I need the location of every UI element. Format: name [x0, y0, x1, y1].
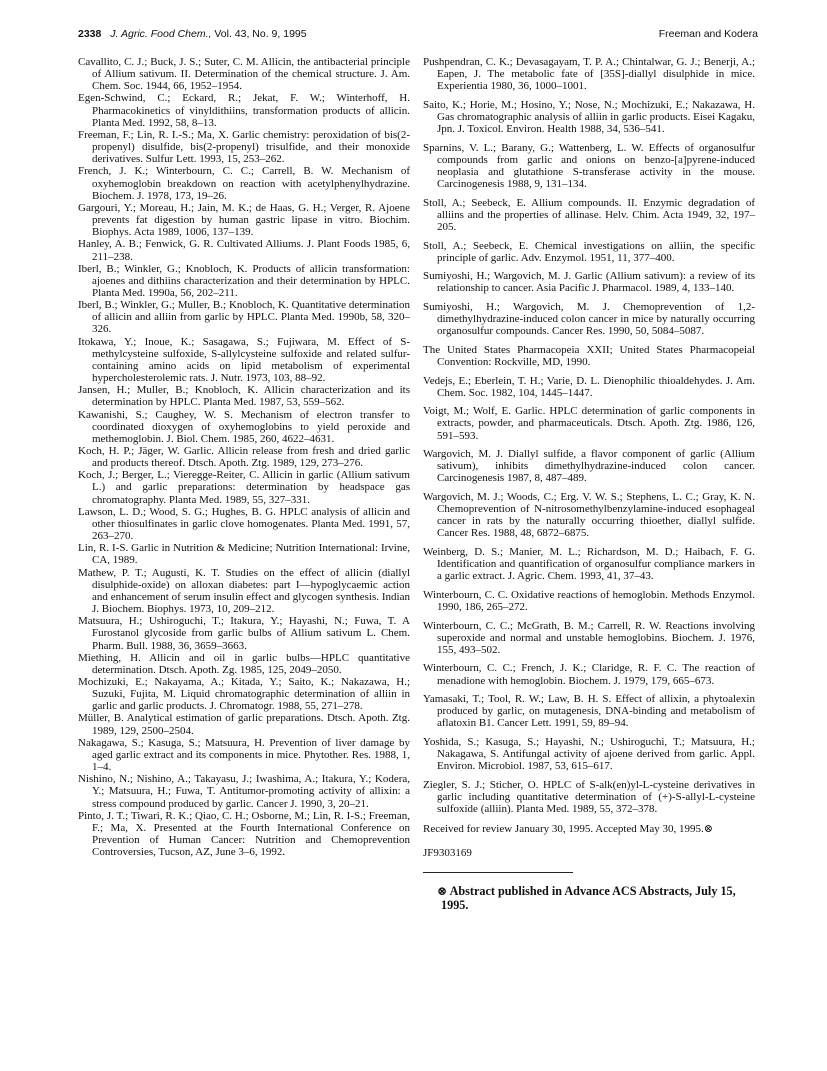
reference-item: Wargovich, M. J.; Woods, C.; Erg. V. W. S.; Stephens, L. C.; Gray, K. N. Chemoprevention of N-nitrosomethylbenzylamine-induced esophageal cancer in rats by the naturally occurring thioether, diallyl sulfide. Cancer Res. 1988, 48, 6872–6875. [423, 490, 755, 540]
reference-item: Gargouri, Y.; Moreau, H.; Jain, M. K.; de Haas, G. H.; Verger, R. Ajoene prevents fat digestion by human gastric lipase in vitro. Biochim. Biophys. Acta 1989, 1006, 137–139. [78, 201, 410, 239]
reference-item: Sumiyoshi, H.; Wargovich, M. J. Garlic (Allium sativum): a review of its relationship to cancer. Asia Pacific J. Pharmacol. 1989, 4, 133–140. [423, 270, 755, 295]
reference-item: Pinto, J. T.; Tiwari, R. K.; Qiao, C. H.; Osborne, M.; Lin, R. I-S.; Freeman, F.; Ma, X. Presented at the Fourth International Conference on Prevention of Human Cancer: Nutrition and Chemoprevention Controversies, Tucson, AZ, June 3–6, 1992. [78, 809, 410, 859]
reference-item: Lin, R. I-S. Garlic in Nutrition & Medicine; Nutrition International: Irvine, CA, 1989. [78, 542, 410, 567]
reference-item: Saito, K.; Horie, M.; Hosino, Y.; Nose, N.; Mochizuki, E.; Nakazawa, H. Gas chromatographic analysis of alliin in garlic products. Eisei Kagaku, Jpn. J. Toxicol. Environ. Health 1988, 34, 536–541. [423, 98, 755, 136]
volume-info: Vol. 43, No. 9, 1995 [214, 28, 307, 40]
reference-item: Cavallito, C. J.; Buck, J. S.; Suter, C. M. Allicin, the antibacterial principle of Allium sativum. II. Determination of the chemical structure. J. Am. Chem. Soc. 1944, 66, 1952–1954. [78, 56, 410, 93]
reference-item: The United States Pharmacopeia XXII; United States Pharmacopeial Convention: Rockville, MD, 1990. [423, 343, 755, 369]
reference-item: Weinberg, D. S.; Manier, M. L.; Richardson, M. D.; Haibach, F. G. Identification and quantification of organosulfur compliance markers in a garlic extract. J. Agric. Chem. 1993, 41, 37–43. [423, 546, 755, 583]
reference-item: Miething, H. Allicin and oil in garlic bulbs—HPLC quantitative determination. Dtsch. Apoth. Zg. 1985, 125, 2049–2050. [78, 651, 410, 676]
reference-item: Winterbourn, C. C.; French, J. K.; Claridge, R. F. C. The reaction of menadione with hemoglobin. Biochem. J. 1979, 179, 665–673. [423, 662, 755, 687]
reference-item: Voigt, M.; Wolf, E. Garlic. HPLC determination of garlic components in extracts, powder, and pharmaceuticals. Dtsch. Apoth. Ztg. 1986, 126, 591–593. [423, 405, 755, 442]
reference-item: Sumiyoshi, H.; Wargovich, M. J. Chemoprevention of 1,2-dimethylhydrazine-induced colon cancer in mice by naturally occurring organosulfur compounds. Cancer Res. 1990, 50, 5084–5087. [423, 301, 755, 338]
manuscript-code: JF9303169 [423, 847, 472, 860]
reference-item: Nakagawa, S.; Kasuga, S.; Matsuura, H. Prevention of liver damage by aged garlic extract and its components in mice. Phytother. Res. 1988, 1, 1–4. [78, 736, 410, 774]
reference-item: French, J. K.; Winterbourn, C. C.; Carrell, B. W. Mechanism of oxyhemoglobin breakdown on reaction with acetylphenylhydrazine. Biochem. J. 1978, 173, 19–26. [78, 165, 410, 202]
page-number: 2338 [78, 28, 102, 40]
reference-item: Jansen, H.; Muller, B.; Knobloch, K. Allicin characterization and its determination by HPLC. Planta Med. 1987, 53, 559–562. [78, 384, 410, 409]
reference-item: Pushpendran, C. K.; Devasagayam, T. P. A.; Chintalwar, G. J.; Benerji, A.; Eapen, J. The metabolic fate of [35S]-diallyl disulphide in mice. Experientia 1980, 36, 1000–1001. [423, 56, 755, 93]
reference-item: Yoshida, S.; Kasuga, S.; Hayashi, N.; Ushiroguchi, T.; Matsuura, H.; Nakagawa, S. Antifungal activity of ajoene derived from garlic. Appl. Environ. Microbiol. 1987, 53, 615–617. [423, 735, 755, 773]
reference-item: Itokawa, Y.; Inoue, K.; Sasagawa, S.; Fujiwara, M. Effect of S-methylcysteine sulfoxide, S-allylcysteine sulfoxide and related sulfur-containing amino acids on lipid metabolism of experimental hypercholesterolemic rats. J. Nutr. 1973, 103, 88–92. [78, 335, 410, 385]
reference-item: Iberl, B.; Winkler, G.; Muller, B.; Knobloch, K. Quantitative determination of allicin and alliin from garlic by HPLC. Planta Med. 1990b, 58, 320–326. [78, 299, 410, 336]
reference-item: Hanley, A. B.; Fenwick, G. R. Cultivated Alliums. J. Plant Foods 1985, 6, 211–238. [78, 238, 410, 263]
reference-item: Stoll, A.; Seebeck, E. Allium compounds. II. Enzymic degradation of alliins and the properties of allinase. Helv. Chim. Acta 1949, 32, 197–205. [423, 196, 755, 234]
reference-item: Yamasaki, T.; Tool, R. W.; Law, B. H. S. Effect of allixin, a phytoalexin produced by garlic, on mutagenesis, DNA-binding and metabolism of aflatoxin B1. Cancer Lett. 1991, 59, 89–94. [423, 693, 755, 730]
reference-item: Sparnins, V. L.; Barany, G.; Wattenberg, L. W. Effects of organosulfur compounds from garlic and onions on benzo-[a]pyrene-induced neoplasia and glutathione S-transferase activity in the mouse. Carcinogenesis 1988, 9, 131–134. [423, 141, 755, 191]
reference-item: Egen-Schwind, C.; Eckard, R.; Jekat, F. W.; Winterhoff, H. Pharmacokinetics of vinyldithiins, transformation products of allicin. Planta Med. 1992, 58, 8–13. [78, 92, 410, 129]
reference-item: Matsuura, H.; Ushiroguchi, T.; Itakura, Y.; Hayashi, N.; Fuwa, T. A Furostanol glycoside from garlic bulbs of Allium sativum L. Chem. Pharm. Bull. 1988, 36, 3659–3663. [78, 615, 410, 652]
reference-item: Koch, H. P.; Jäger, W. Garlic. Allicin release from fresh and dried garlic and products thereof. Dtsch. Apoth. Ztg. 1989, 129, 273–276. [78, 445, 410, 470]
reference-item: Nishino, N.; Nishino, A.; Takayasu, J.; Iwashima, A.; Itakura, Y.; Kodera, Y.; Matsuura, H.; Fuwa, T. Antitumor-promoting activity of allixin: a stress compound produced by garlic. Cancer J. 1990, 3, 20–21. [78, 773, 410, 810]
reference-item: Vedejs, E.; Eberlein, T. H.; Varie, D. L. Dienophilic thioaldehydes. J. Am. Chem. Soc. 1982, 104, 1445–1447. [423, 374, 755, 399]
reference-item: Winterbourn, C. C. Oxidative reactions of hemoglobin. Methods Enzymol. 1990, 186, 265–272. [423, 588, 755, 614]
reference-item: Kawanishi, S.; Caughey, W. S. Mechanism of electron transfer to coordinated dioxygen of oxyhemoglobins to yield peroxide and methemoglobin. J. Biol. Chem. 1985, 260, 4622–4631. [78, 408, 410, 445]
references-left-column [78, 56, 410, 858]
reference-item: Mochizuki, E.; Nakayama, A.; Kitada, Y.; Saito, K.; Nakazawa, H.; Suzuki, Fujita, M. Liquid chromatographic determination of alliin in garlic and garlic products. J. Chromatogr. 1988, 55, 271–278. [78, 675, 410, 713]
reference-item: Koch, J.; Berger, L.; Vieregge-Reiter, C. Allicin in garlic (Allium sativum L.) and garlic preparations: determination by headspace gas chromatography. Planta Med. 1989, 55, 327–331. [78, 469, 410, 506]
reference-item: Freeman, F.; Lin, R. I.-S.; Ma, X. Garlic chemistry: peroxidation of bis(2-propenyl) disulfide, bis(2-propenyl) trisulfide, and their monoxide derivatives. Sulfur Lett. 1993, 15, 253–262. [78, 128, 410, 166]
reference-item: Mathew, P. T.; Augusti, K. T. Studies on the effect of allicin (diallyl disulphide-oxide) on alloxan diabetes: part I—hypoglycaemic action and enhancement of serum insulin effect and glycogen synthesis. Indian J. Biochem. Biophys. 1973, 10, 209–212. [78, 566, 410, 616]
received-note: Received for review January 30, 1995. Accepted May 30, 1995.⊗ [423, 823, 713, 836]
journal-name: J. Agric. Food Chem., [110, 28, 212, 40]
reference-item: Winterbourn, C. C.; McGrath, B. M.; Carrell, R. W. Reactions involving superoxide and normal and unstable hemoglobins. Biochem. J. 1976, 155, 493–502. [423, 619, 755, 656]
reference-item: Iberl, B.; Winkler, G.; Knobloch, K. Products of allicin transformation: ajoenes and dithiins characterization and their determination by HPLC. Planta Med. 1990a, 56, 202–211. [78, 262, 410, 299]
reference-item: Müller, B. Analytical estimation of garlic preparations. Dtsch. Apoth. Ztg. 1989, 129, 2500–2504. [78, 712, 410, 737]
footnote-divider [423, 872, 573, 873]
running-header [78, 28, 758, 44]
references-right-column [423, 56, 755, 924]
reference-item: Lawson, L. D.; Wood, S. G.; Hughes, B. G. HPLC analysis of allicin and other thiosulfinates in garlic clove homogenates. Planta Med. 1991, 57, 263–270. [78, 505, 410, 543]
reference-item: Stoll, A.; Seebeck, E. Chemical investigations on alliin, the specific principle of garlic. Adv. Enzymol. 1951, 11, 377–400. [423, 239, 755, 264]
abstract-footnote: ⊗ Abstract published in Advance ACS Abstracts, July 15, 1995. [437, 884, 736, 912]
reference-item: Ziegler, S. J.; Sticher, O. HPLC of S-alk(en)yl-L-cysteine derivatives in garlic including quantitative determination of (+)-S-allyl-L-cysteine sulfoxide (alliin). Planta Med. 1989, 55, 372–378. [423, 778, 755, 816]
reference-item: Wargovich, M. J. Diallyl sulfide, a flavor component of garlic (Allium sativum), inhibits dimethylhydrazine-induced colon cancer. Carcinogenesis 1987, 8, 487–489. [423, 448, 755, 485]
running-authors: Freeman and Kodera [658, 28, 758, 40]
